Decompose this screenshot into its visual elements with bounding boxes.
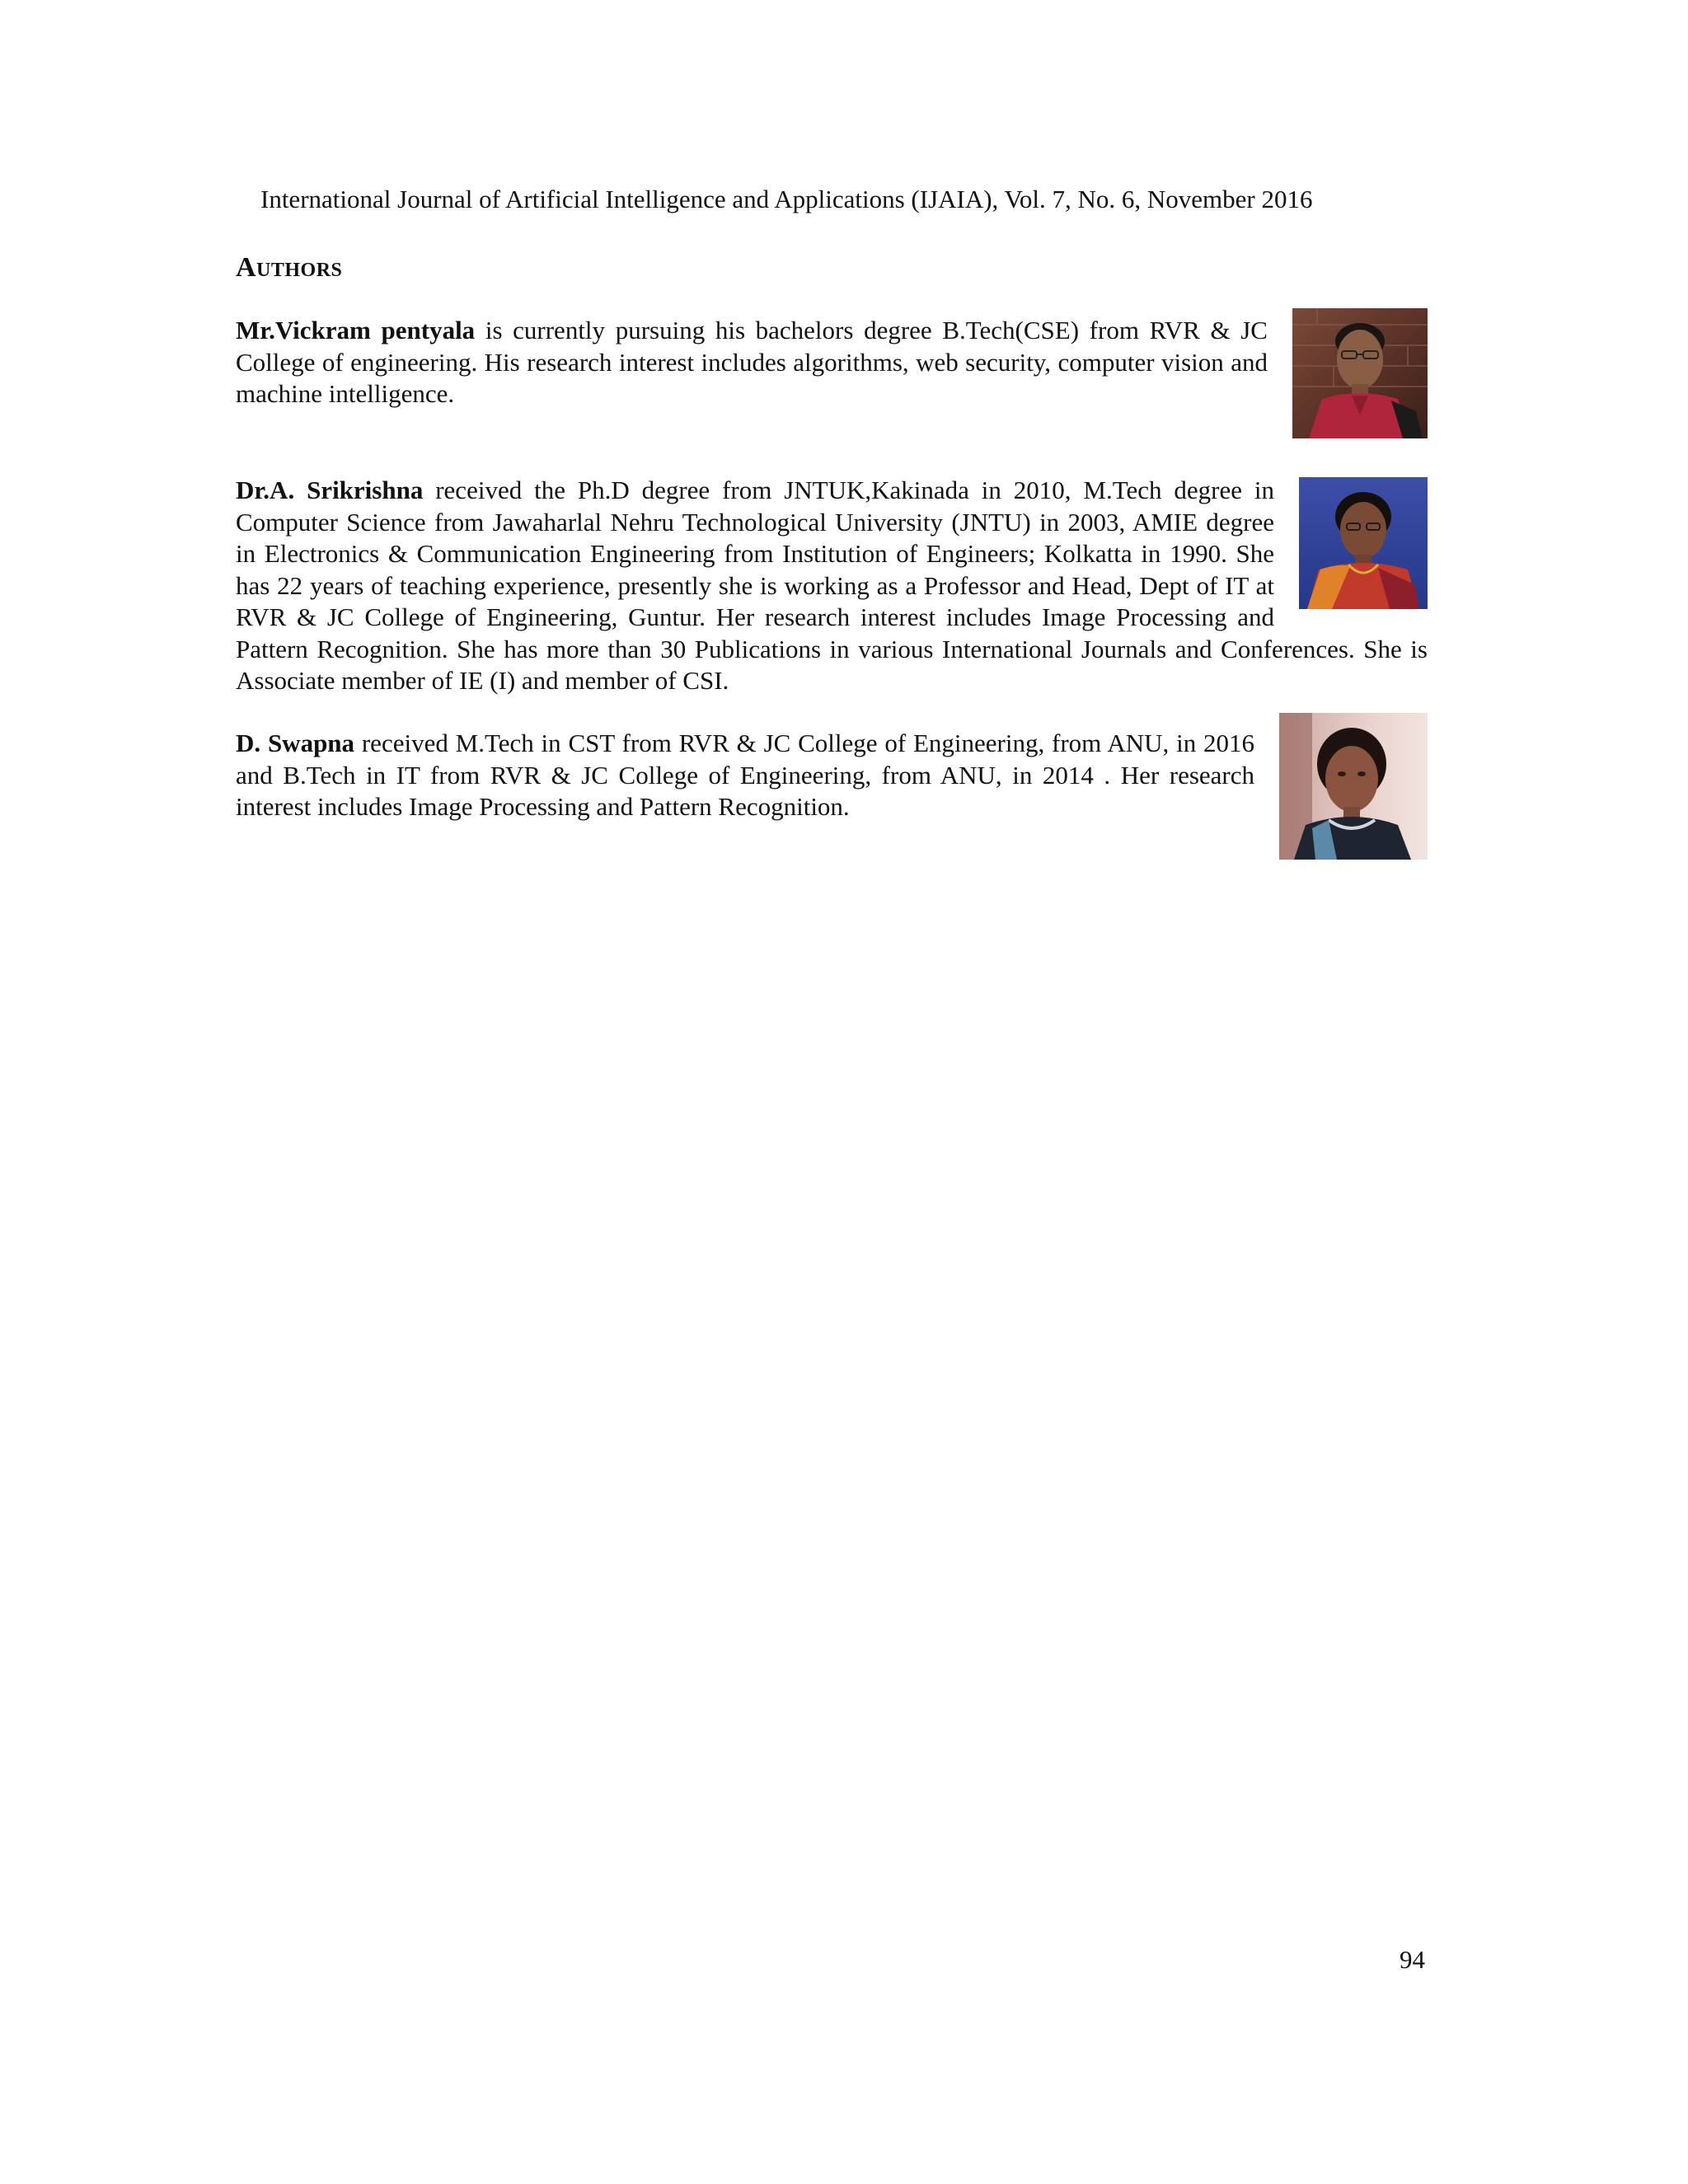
author-bio [236,475,1428,697]
author-bio [236,728,1428,860]
author-photo [1299,477,1428,609]
author-photo-man [1292,308,1428,438]
author-name: Dr.A. Srikrishna [236,476,424,504]
author-name: D. Swapna [236,729,355,757]
author-photo [1292,308,1428,438]
author-photo [1279,713,1428,860]
page-number: 94 [1400,1945,1425,1974]
running-header: International Journal of Artificial Intelligence and Applications (IJAIA), Vol. 7, No. 6, November 2016 [260,185,1313,213]
author-bio-text: received M.Tech in CST from RVR & JC College of Engineering, from ANU, in 2016 and B.Tech in IT from RVR & JC College of Engineering, from ANU, in 2014 . Her research interest includes Image Processing and Pattern Recognition. [236,729,1254,821]
author-bio-text: received the Ph.D degree from JNTUK,Kakinada in 2010, M.Tech degree in Computer Science from Jawaharlal Nehru Technological University (JNTU) in 2003, AMIE degree in Electronics & Communication Engineering from Institution of Engineers; Kolkatta in 1990. She has 22 years of teaching experience, presently she is working as a Professor and Head, Dept of IT at RVR & JC College of Engineering, Guntur. Her research interest includes Image Processing and Pattern Recognition. She has more than 30 Publications in various International Journals and Conferences. She is Associate member of IE (I) and member of CSI. [236,476,1428,695]
author-photo-woman [1279,713,1428,860]
author-bio-text: is currently pursuing his bachelors degree B.Tech(CSE) from RVR & JC College of engineering. His research interest includes algorithms, web security, computer vision and machine intelligence. [236,316,1268,408]
author-photo-woman [1299,477,1428,609]
section-title: Authors [236,252,343,283]
author-name: Mr.Vickram pentyala [236,316,476,344]
author-bio [236,315,1428,438]
